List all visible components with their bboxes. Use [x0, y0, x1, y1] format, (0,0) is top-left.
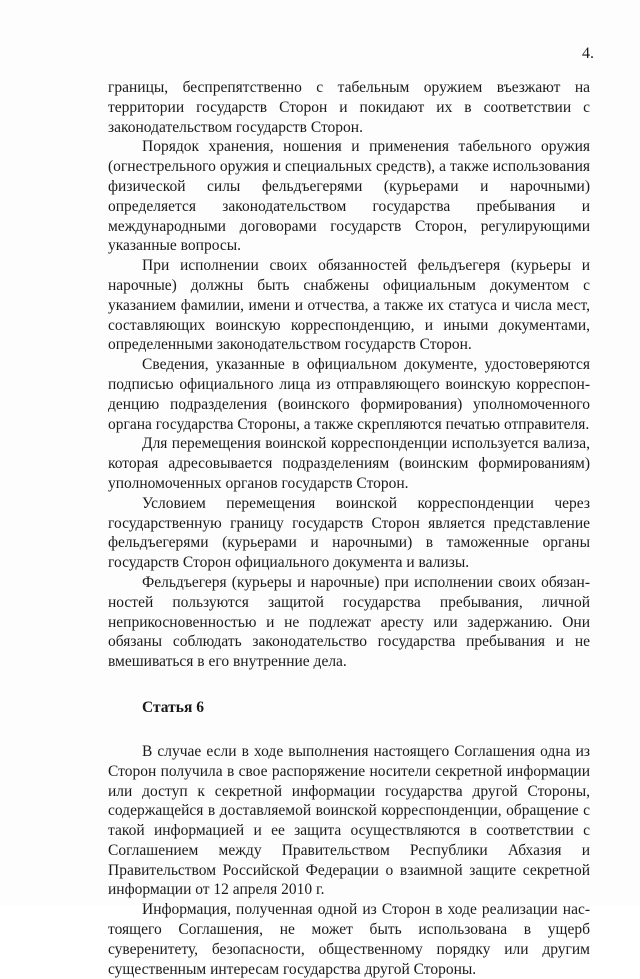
page-number: 4. [582, 45, 594, 62]
paragraph-courier-protection: Фельдъегеря (курьеры и нарочные) при исполнении своих обязанностей пользуются защитой государства пребывания, личной неприкосновенностью и не подлежат аресту или задержанию. Они обязаны соблюдать законодательство государства пребывания и не вмешиваться в его внутренние дела. [108, 573, 590, 671]
paragraph-border-crossing: Условием перемещения воинской корреспонденции через государственную границу государств Сторон является представление фельдъегерями (курьерами и нарочными) в таможенные органы государств Сторон официального документа и вализы. [108, 494, 590, 572]
paragraph-weapons-procedure: Порядок хранения, ношения и применения табельного оружия (огнестрельного оружия и специальных средств), а также использования физической силы фельдъегерями (курьерами и нарочными) определяется законодательством государства пребывания и международными договорами государств Сторон, регулирующими указанные вопросы. [108, 138, 590, 255]
paragraph-continuation: границы, беспрепятственно с табельным оружием въезжают на территории государств Сторон и покидают их в соответствии с законодательством государств Сторон. [108, 79, 590, 136]
paragraph-secret-information: В случае если в ходе выполнения настоящего Соглашения одна из Сторон получила в свое распоряжение носители секретной информации или доступ к секретной информации государства другой Стороны, содержащейся в доставляемой воинской корреспонденции, обращение с такой информацией и ее защита осуществляются в соответствии с Соглашением между Правительством Республики Абхазия и Правительством Российской Федерации о взаимной защите секретной информации от 12 апреля 2010 г. [108, 742, 590, 899]
article-heading: Статья 6 [142, 698, 204, 716]
paragraph-signature-certification: Сведения, указанные в официальном документе, удостоверяются подписью официального лица из отправляющего воинскую корреспонденцию подразделения (воинского формирования) уполномоченного органа государства Стороны, а также скрепляются печатью отправителя. [108, 356, 590, 433]
paragraph-information-usage: Информация, полученная одной из Сторон в ходе реализации настоящего Соглашения, не может быть использована в ущерб суверенитету, безопасности, общественному порядку или другим существенным интересам государства другой Стороны. [108, 901, 590, 978]
document-body [108, 78, 590, 979]
paragraph-official-document: При исполнении своих обязанностей фельдъегеря (курьеры и нарочные) должны быть снабжены официальным документом с указанием фамилии, имени и отчества, а также их статуса и числа мест, составляющих воинскую корреспонденцию, и иными документами, определенными законодательством государств Сторон. [108, 257, 590, 354]
paragraph-valise-usage: Для перемещения воинской корреспонденции используется вализа, которая адресовывается подразделениям (воинским формированиям) уполномоченных органов государств Сторон. [108, 435, 590, 492]
